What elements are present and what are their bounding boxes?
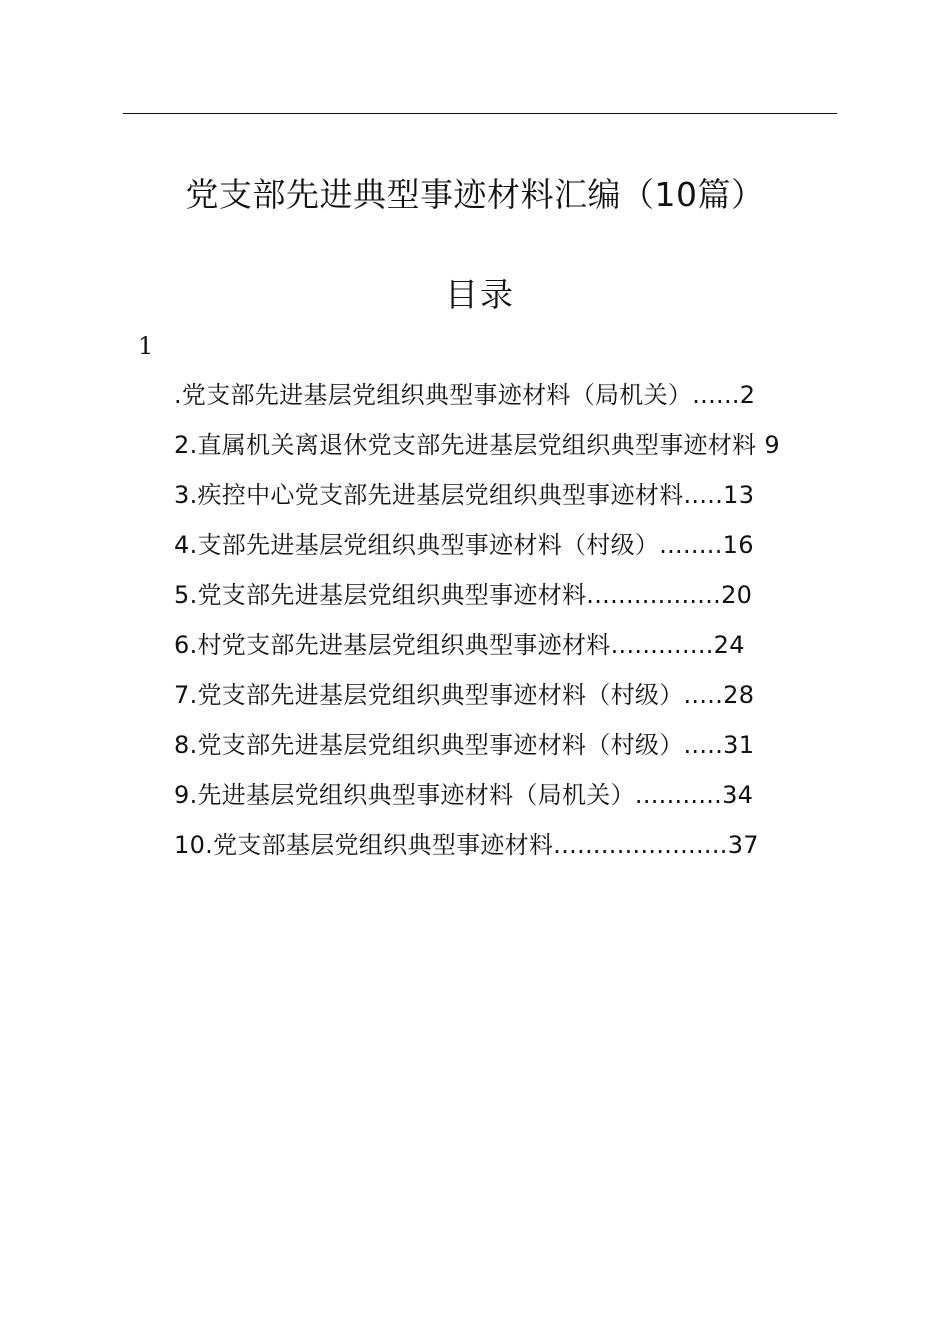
toc-heading: 目录 xyxy=(445,275,515,314)
toc-entry-6[interactable]: 6.村党支部先进基层党组织典型事迹材料.............24 xyxy=(174,631,745,659)
toc-entry-1[interactable]: .党支部先进基层党组织典型事迹材料（局机关）......2 xyxy=(174,381,756,409)
page-marker: 1 xyxy=(138,332,154,360)
toc-entry-10[interactable]: 10.党支部基层党组织典型事迹材料......................37 xyxy=(174,831,759,859)
toc-entry-4[interactable]: 4.支部先进基层党组织典型事迹材料（村级）........16 xyxy=(174,531,754,559)
document-title: 党支部先进典型事迹材料汇编（10篇） xyxy=(185,175,765,214)
toc-entry-2[interactable]: 2.直属机关离退休党支部先进基层党组织典型事迹材料 9 xyxy=(174,431,780,459)
toc-entry-8[interactable]: 8.党支部先进基层党组织典型事迹材料（村级）.....31 xyxy=(174,731,755,759)
toc-entry-7[interactable]: 7.党支部先进基层党组织典型事迹材料（村级）.....28 xyxy=(174,681,755,709)
toc-entry-5[interactable]: 5.党支部先进基层党组织典型事迹材料.................20 xyxy=(174,581,753,609)
toc-entry-9[interactable]: 9.先进基层党组织典型事迹材料（局机关）...........34 xyxy=(174,781,754,809)
toc-entry-3[interactable]: 3.疾控中心党支部先进基层党组织典型事迹材料.....13 xyxy=(174,481,755,509)
table-of-contents xyxy=(174,370,824,870)
header-rule xyxy=(123,113,837,114)
